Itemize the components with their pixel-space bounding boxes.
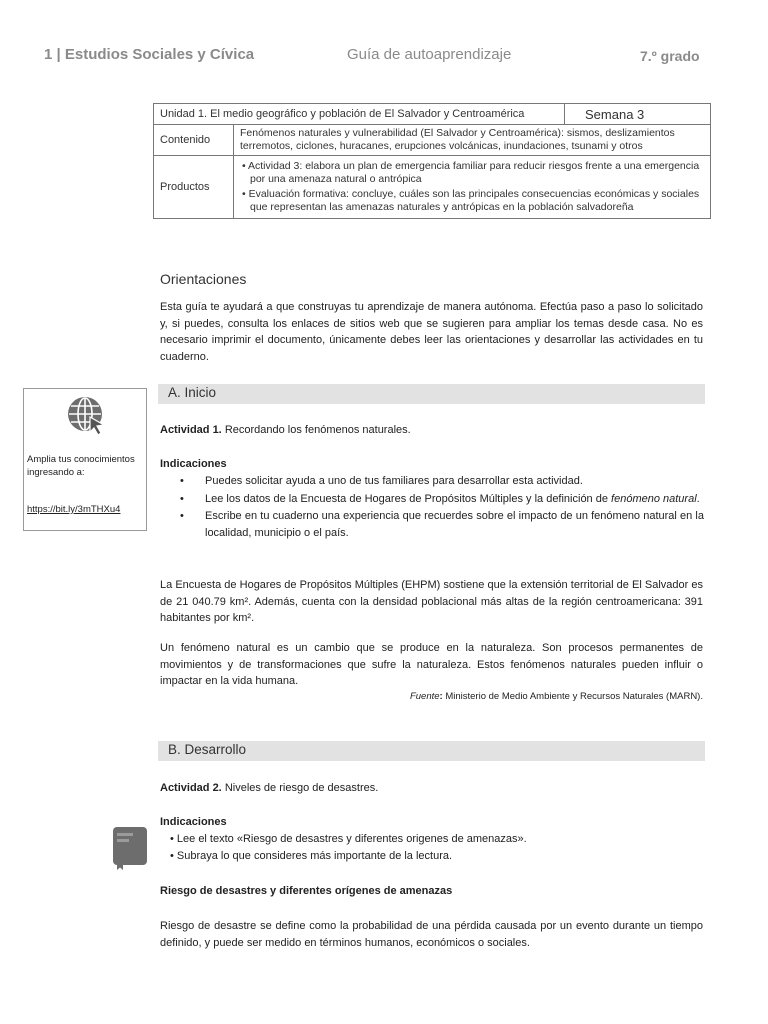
reading-subtitle xyxy=(160,883,703,900)
list-item: • Subraya lo que consideres más importante de la lectura. xyxy=(170,850,453,862)
desarrollo-bullets xyxy=(170,831,527,865)
activity-2 xyxy=(160,780,703,797)
section-desarrollo-title: B. Desarrollo xyxy=(168,742,247,757)
activity-1-label: Actividad 1. xyxy=(160,424,222,436)
list-item: • Escribe en tu cuaderno una experiencia que recuerdes sobre el impacto de un fenómeno natural en la localidad, municipio o el país. xyxy=(180,508,704,541)
indications-heading: Indicaciones xyxy=(160,816,227,828)
list-item: • Puedes solicitar ayuda a uno de tus familiares para desarrollar esta actividad. xyxy=(180,473,704,490)
activity-1-text: Recordando los fenómenos naturales. xyxy=(224,424,411,436)
section-desarrollo-bar xyxy=(158,741,705,761)
natural-phenomenon-paragraph: Un fenómeno natural es un cambio que se produce en la naturaleza. Son procesos permanentes de movimientos y de transformaciones que sufre la naturaleza. Estos fenómenos naturales pueden influir o impactar en la vida humana. xyxy=(160,642,703,687)
ehpm-paragraph: La Encuesta de Hogares de Propósitos Múltiples (EHPM) sostiene que la extensión territorial de El Salvador es de 21 040.79 km². Además, cuenta con la densidad poblacional más altas de la región centroamericana: 391 habitantes por km². xyxy=(160,579,703,624)
source-label: Fuente xyxy=(409,691,440,702)
list-item: • Lee los datos de la Encuesta de Hogares de Propósitos Múltiples y la definición de fenómeno natural. xyxy=(180,491,704,508)
activity-2-text: Niveles de riesgo de desastres. xyxy=(224,782,379,794)
list-item-text: Lee los datos de la Encuesta de Hogares de Propósitos Múltiples y la definición de xyxy=(205,492,608,505)
header-guide-title: Guía de autoaprendizaje xyxy=(347,46,512,63)
orientaciones-text: Esta guía te ayudará a que construyas tu aprendizaje de manera autónoma. Efectúa paso a paso lo solicitado y, si puedes, consulta los enlaces de sitios web que se sugieren para ampliar los temas desde casa. No es necesario imprimir el documento, únicamente debes leer las orientaciones y desarrollar las actividades en tu cuaderno. xyxy=(160,301,703,363)
products-list xyxy=(234,156,711,219)
section-inicio-bar xyxy=(158,384,705,404)
orientaciones-title: Orientaciones xyxy=(160,271,247,287)
product-item: • Actividad 3: elabora un plan de emergencia familiar para reducir riesgos frente a una emergencia por una amenaza natural o antrópica xyxy=(242,160,700,185)
product-item: • Evaluación formativa: concluye, cuáles son las principales consecuencias económicas y sociales que representan las amenazas naturales y antrópicas en la población salvadoreña xyxy=(242,188,700,213)
book-icon xyxy=(111,825,149,871)
source-line: Fuente: Ministerio de Medio Ambiente y Recursos Naturales (MARN). xyxy=(409,691,703,702)
activity-2-label: Actividad 2. xyxy=(160,782,222,794)
inicio-indications-title xyxy=(160,456,703,473)
list-item-italic: fenómeno natural xyxy=(611,492,697,505)
source-text: Ministerio de Medio Ambiente y Recursos Naturales (MARN). xyxy=(445,691,703,702)
header-grade: 7.º grado xyxy=(640,48,700,64)
content-label: Contenido xyxy=(154,125,234,156)
header-subject: 1 | Estudios Sociales y Cívica xyxy=(44,46,255,63)
list-item: • Lee el texto «Riesgo de desastres y diferentes origenes de amenazas». xyxy=(170,833,527,845)
sidebox-link[interactable]: https://bit.ly/3mTHXu4 xyxy=(27,504,121,515)
unit-title: Unidad 1. El medio geográfico y población de El Salvador y Centroamérica xyxy=(154,104,565,125)
reading-subtitle-text: Riesgo de desastres y diferentes orígenes de amenazas xyxy=(160,885,453,897)
section-inicio-title: A. Inicio xyxy=(168,385,217,400)
content-text: Fenómenos naturales y vulnerabilidad (El Salvador y Centroamérica): sismos, deslizamientos terremotos, ciclones, huracanes, erupciones volcánicas, inundaciones, tsunami y otros xyxy=(234,125,711,156)
indications-heading: Indicaciones xyxy=(160,458,227,470)
activity-1 xyxy=(160,422,703,439)
desarrollo-indications-title xyxy=(160,814,703,831)
sidebox-text: Amplia tus conocimientos ingresando a: xyxy=(27,454,135,478)
page-header xyxy=(0,44,768,68)
inicio-bullets xyxy=(180,473,704,542)
products-label: Productos xyxy=(154,156,234,219)
globe-cursor-icon xyxy=(66,395,108,437)
unit-info-table xyxy=(153,103,711,219)
resource-sidebox xyxy=(23,388,147,531)
week-label: Semana 3 xyxy=(565,104,711,125)
risk-definition-paragraph: Riesgo de desastre se define como la probabilidad de una pérdida causada por un evento durante un tiempo definido, y puede ser medido en términos humanos, económicos o sociales. xyxy=(160,920,703,949)
